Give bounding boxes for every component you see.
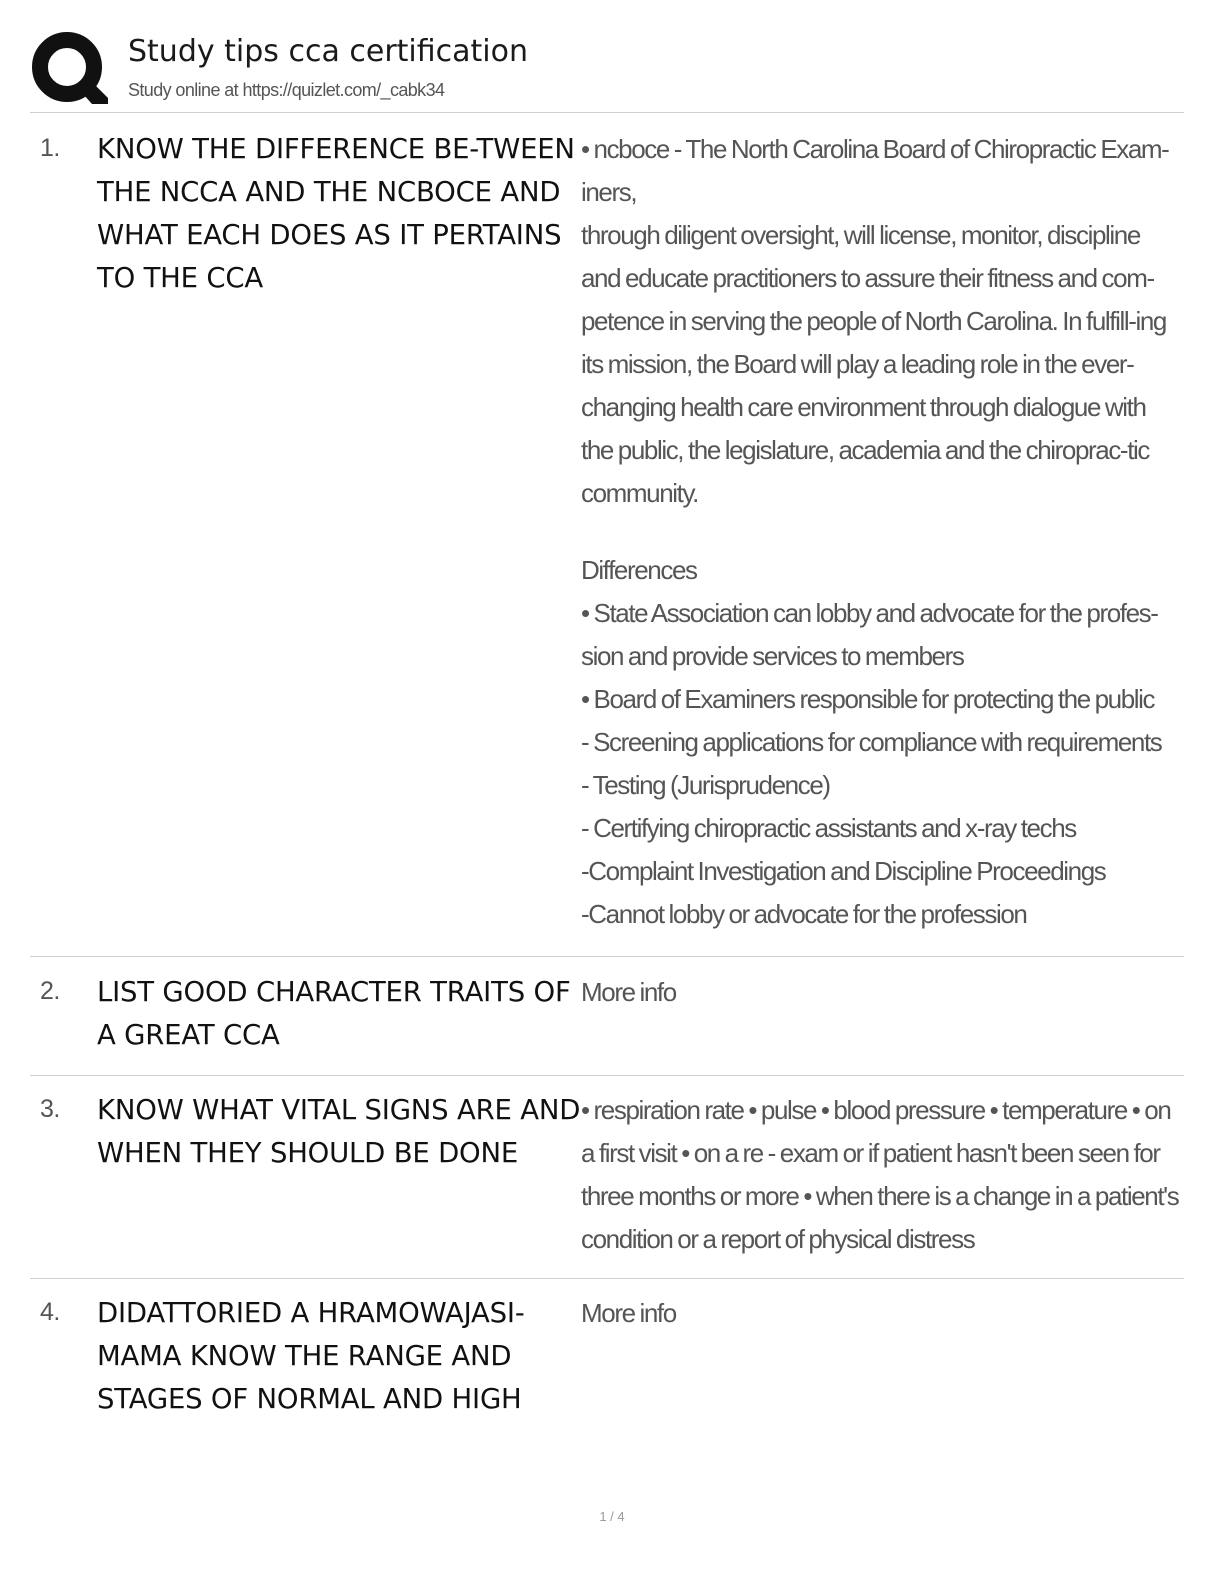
item-number: 1. [40,134,60,162]
item-term: DIDATTORIED A HRAMOWAJASI-MAMA KNOW THE RANGE AND STAGES OF NORMAL AND HIGH [97,1297,525,1415]
list-item [30,128,1184,957]
list-item [30,971,1184,1076]
definition-line: • Board of Examiners responsible for protecting the public [581,684,1155,714]
page-header [30,30,1184,113]
item-definition: • respiration rate • pulse • blood pressure • temperature • on a first visit • on a re - exam or if patient hasn't been seen for three months or more • when there is a change in a patient's condition or a report of physical distress [581,1095,1179,1254]
quizlet-logo-icon [30,30,108,108]
definition-paragraph: • ncboce - The North Carolina Board of Chiropractic Exam-iners, [581,134,1169,207]
item-number: 4. [40,1298,60,1326]
study-online-link[interactable]: Study online at https://quizlet.com/_cabk34 [128,80,445,100]
definition-paragraph: through diligent oversight, will license, monitor, discipline and educate practitioners to assure their fitness and com-petence in serving the people of North Carolina. In fulfill-ing its mission, the Board will play a leading role in the ever-changing health care environment through dialogue with the public, the legislature, academia and the chiroprac-tic community. [581,220,1166,508]
definition-line: -Cannot lobby or advocate for the profession [581,899,1027,929]
page-title: Study tips cca certification [128,34,528,69]
definition-line: • State Association can lobby and advocate for the profes-sion and provide services to members [581,598,1158,671]
item-number: 3. [40,1095,60,1123]
more-info-link[interactable]: More info [581,977,676,1007]
item-term: KNOW WHAT VITAL SIGNS ARE AND WHEN THEY SHOULD BE DONE [97,1094,581,1169]
more-info-link[interactable]: More info [581,1298,676,1328]
item-term: LIST GOOD CHARACTER TRAITS OF A GREAT CCA [97,976,571,1051]
list-item [30,1089,1184,1279]
definition-line: - Certifying chiropractic assistants and x-ray techs [581,813,1076,843]
item-definition [581,128,1181,936]
item-term: KNOW THE DIFFERENCE BE-TWEEN THE NCCA AND THE NCBOCE AND WHAT EACH DOES AS IT PERTAINS TO THE CCA [97,133,575,294]
definition-line: - Screening applications for compliance with requirements [581,727,1162,757]
list-item [30,1292,1184,1432]
page-number: 1 / 4 [599,1509,625,1524]
definition-heading: Differences [581,555,697,585]
definition-line: -Complaint Investigation and Discipline Proceedings [581,856,1106,886]
item-number: 2. [40,977,60,1005]
definition-line: - Testing (Jurisprudence) [581,770,830,800]
